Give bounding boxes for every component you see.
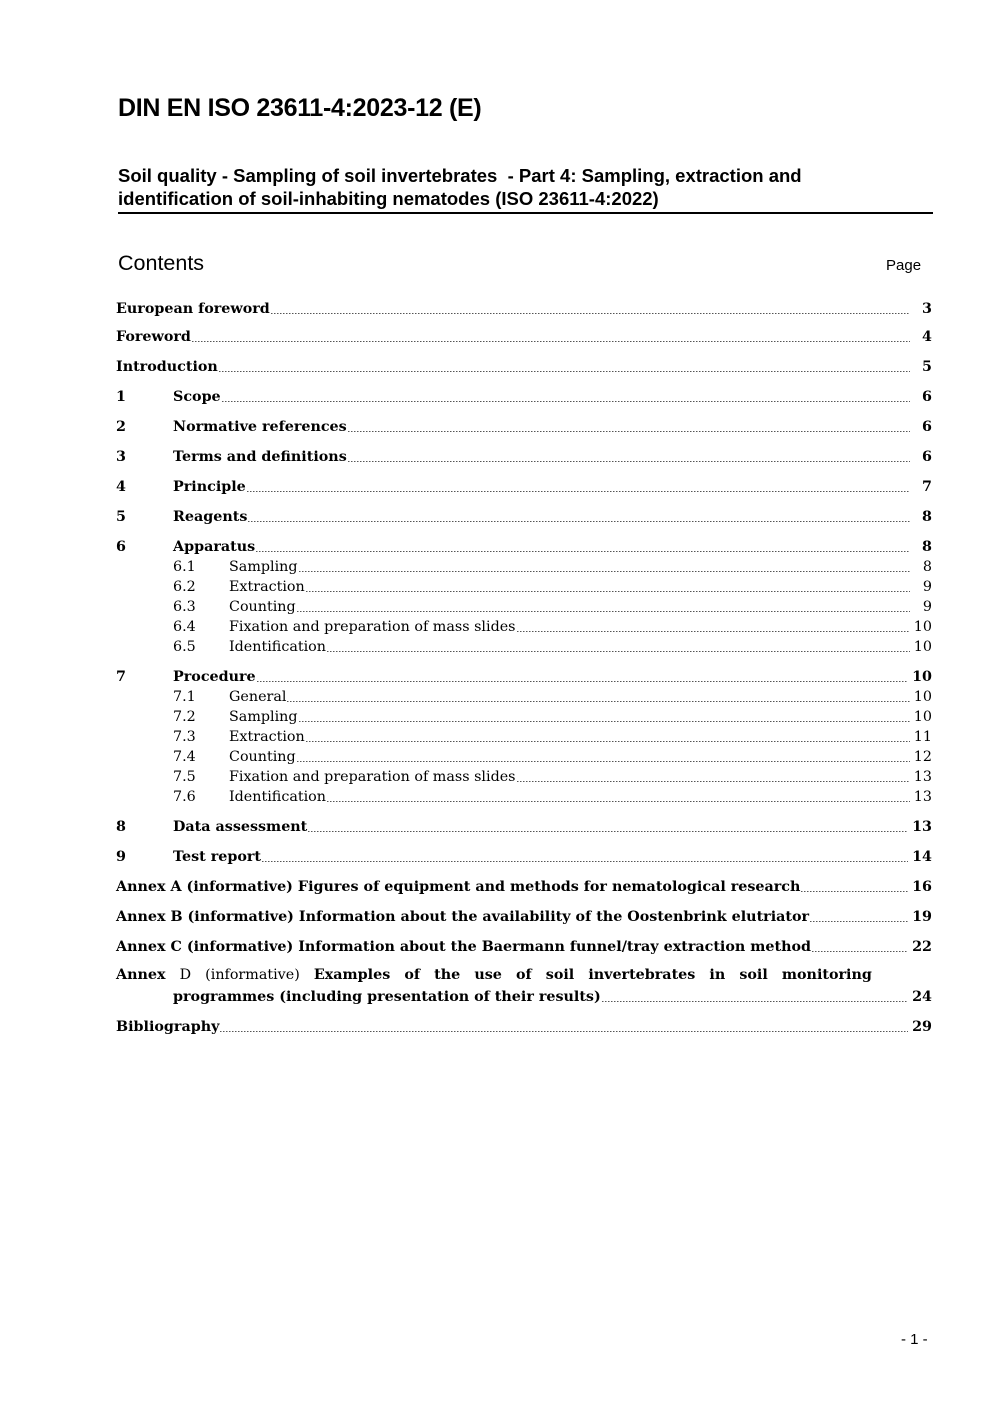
toc-page: 10	[913, 639, 932, 655]
toc-label: Identification	[229, 789, 326, 805]
toc-label: Fixation and preparation of mass slides	[229, 619, 516, 635]
annex-d-word: use	[474, 967, 502, 983]
dot-leader	[517, 631, 910, 632]
toc-label: Apparatus	[173, 539, 256, 555]
dot-leader	[348, 461, 910, 462]
toc-page: 9	[922, 579, 932, 595]
toc-page: 10	[913, 619, 932, 635]
toc-label: Reagents	[173, 509, 248, 525]
toc-entry-6-1[interactable]	[116, 556, 932, 576]
annex-d-word: invertebrates	[588, 967, 696, 983]
toc-entry-6-3[interactable]	[116, 596, 932, 616]
toc-label: Counting	[229, 599, 296, 615]
toc-entry-9[interactable]	[116, 846, 932, 866]
dot-leader	[306, 591, 910, 592]
toc-page: 8	[922, 539, 932, 555]
toc-label: General	[229, 689, 287, 705]
toc-entry-annex-d[interactable]	[116, 966, 932, 1006]
toc-entry-6[interactable]	[116, 536, 932, 556]
toc-entry-7-1[interactable]	[116, 686, 932, 706]
toc-label: Test report	[173, 849, 262, 865]
toc-number: 7.3	[173, 729, 196, 745]
dot-leader	[271, 313, 910, 314]
annex-d-word: (informative)	[205, 967, 300, 983]
toc-page: 19	[912, 909, 932, 925]
annex-d-word: Examples	[313, 967, 391, 983]
toc-entry-foreword[interactable]	[116, 326, 932, 346]
dot-leader	[297, 611, 910, 612]
toc-page: 13	[913, 769, 932, 785]
toc-entry-1[interactable]	[116, 386, 932, 406]
toc-number: 7.6	[173, 789, 196, 805]
annex-d-word: the	[434, 967, 461, 983]
toc-page: 16	[912, 879, 932, 895]
dot-leader	[348, 431, 910, 432]
toc-label: programmes (including presentation of their results)	[173, 989, 601, 1005]
dot-leader	[257, 681, 908, 682]
toc-label: Scope	[173, 389, 221, 405]
toc-entry-7-4[interactable]	[116, 746, 932, 766]
toc-page: 4	[922, 329, 932, 345]
dot-leader	[247, 491, 910, 492]
toc-label: Procedure	[173, 669, 256, 685]
subtitle-line-1: Soil quality - Sampling of soil invertebrates - Part 4: Sampling, extraction and	[118, 165, 802, 186]
toc-number: 6.5	[173, 639, 196, 655]
toc-number: 1	[116, 389, 126, 405]
toc-entry-bibliography[interactable]	[116, 1016, 932, 1036]
toc-label: Sampling	[229, 559, 298, 575]
toc-entry-8[interactable]	[116, 816, 932, 836]
dot-leader	[308, 831, 908, 832]
toc-number: 7.4	[173, 749, 196, 765]
annex-d-word: in	[709, 967, 726, 983]
toc-page: 10	[913, 689, 932, 705]
toc-number: 6.3	[173, 599, 196, 615]
toc-entry-2[interactable]	[116, 416, 932, 436]
document-subtitle	[118, 164, 933, 214]
toc-entry-6-2[interactable]	[116, 576, 932, 596]
toc-entry-7-3[interactable]	[116, 726, 932, 746]
dot-leader	[299, 721, 910, 722]
annex-d-word: soil	[739, 967, 768, 983]
subtitle-line-2: identification of soil-inhabiting nematodes (ISO 23611-4:2022)	[118, 188, 659, 209]
toc-page: 7	[922, 479, 932, 495]
dot-leader	[602, 1001, 908, 1002]
toc-number: 7	[116, 669, 126, 685]
toc-entry-introduction[interactable]	[116, 356, 932, 376]
toc-number: 4	[116, 479, 126, 495]
toc-entry-annex-c[interactable]	[116, 936, 932, 956]
toc-page: 13	[912, 819, 932, 835]
dot-leader	[287, 701, 909, 702]
document-title: DIN EN ISO 23611-4:2023-12 (E)	[118, 94, 482, 122]
dot-leader	[299, 571, 910, 572]
toc-label: Foreword	[116, 329, 191, 345]
dot-leader	[222, 401, 910, 402]
toc-number: 7.5	[173, 769, 196, 785]
toc-entry-annex-a[interactable]	[116, 876, 932, 896]
toc-page: 6	[922, 389, 932, 405]
toc-label: Bibliography	[116, 1019, 220, 1035]
toc-page: 10	[913, 709, 932, 725]
toc-number: 6.1	[173, 559, 196, 575]
dot-leader	[801, 891, 908, 892]
page-column-heading: Page	[886, 257, 922, 274]
toc-page: 22	[912, 939, 932, 955]
dot-leader	[297, 761, 910, 762]
toc-label: European foreword	[116, 301, 270, 317]
toc-entry-european-foreword[interactable]	[116, 298, 932, 318]
toc-number: 9	[116, 849, 126, 865]
toc-label: Extraction	[229, 729, 305, 745]
annex-d-word: Annex	[116, 967, 166, 983]
annex-d-word: D	[179, 967, 192, 983]
toc-number: 7.2	[173, 709, 196, 725]
toc-page: 12	[913, 749, 932, 765]
dot-leader	[262, 861, 908, 862]
annex-d-word: of	[515, 967, 532, 983]
toc-number: 2	[116, 419, 126, 435]
toc-page: 24	[912, 989, 932, 1005]
toc-number: 6	[116, 539, 126, 555]
toc-number: 3	[116, 449, 126, 465]
contents-heading: Contents	[118, 251, 205, 275]
toc-page: 8	[922, 559, 932, 575]
toc-entry-6-5[interactable]	[116, 636, 932, 656]
dot-leader	[219, 371, 910, 372]
dot-leader	[327, 651, 910, 652]
toc-entry-4[interactable]	[116, 476, 932, 496]
dot-leader	[220, 1031, 908, 1032]
toc-page: 10	[912, 669, 932, 685]
toc-number: 6.4	[173, 619, 196, 635]
toc-entry-7-6[interactable]	[116, 786, 932, 806]
toc-page: 6	[922, 419, 932, 435]
dot-leader	[327, 801, 910, 802]
toc-label: Introduction	[116, 359, 218, 375]
toc-label: Identification	[229, 639, 326, 655]
toc-page: 29	[912, 1019, 932, 1035]
toc-page: 5	[922, 359, 932, 375]
toc-entry-annex-b[interactable]	[116, 906, 932, 926]
toc-entry-7[interactable]	[116, 666, 932, 686]
toc-page: 3	[922, 301, 932, 317]
toc-number: 5	[116, 509, 126, 525]
toc-page: 8	[922, 509, 932, 525]
toc-label: Annex B (informative) Information about the availability of the Oostenbrink elutriator	[116, 909, 810, 925]
toc-number: 8	[116, 819, 126, 835]
toc-entry-7-2[interactable]	[116, 706, 932, 726]
annex-d-word: of	[404, 967, 421, 983]
toc-entry-6-4[interactable]	[116, 616, 932, 636]
dot-leader	[192, 341, 910, 342]
toc-number: 7.1	[173, 689, 196, 705]
toc-page: 6	[922, 449, 932, 465]
annex-d-word: monitoring	[781, 967, 872, 983]
toc-label: Normative references	[173, 419, 347, 435]
table-of-contents	[116, 298, 932, 1036]
dot-leader	[306, 741, 910, 742]
toc-label: Extraction	[229, 579, 305, 595]
toc-label: Annex A (informative) Figures of equipment and methods for nematological research	[116, 879, 801, 895]
annex-d-word: soil	[545, 967, 575, 983]
toc-number: 6.2	[173, 579, 196, 595]
toc-label: Fixation and preparation of mass slides	[229, 769, 516, 785]
toc-label: Data assessment	[173, 819, 308, 835]
toc-entry-5[interactable]	[116, 506, 932, 526]
toc-entry-3[interactable]	[116, 446, 932, 466]
dot-leader	[248, 521, 910, 522]
toc-page: 14	[912, 849, 932, 865]
toc-page: 11	[913, 729, 932, 745]
dot-leader	[517, 781, 910, 782]
annex-d-line-2	[116, 986, 932, 1006]
toc-label: Terms and definitions	[173, 449, 347, 465]
dot-leader	[256, 551, 910, 552]
toc-page: 9	[922, 599, 932, 615]
dot-leader	[810, 921, 908, 922]
toc-page: 13	[913, 789, 932, 805]
toc-label: Counting	[229, 749, 296, 765]
annex-d-line-1	[116, 966, 872, 986]
dot-leader	[812, 951, 908, 952]
toc-entry-7-5[interactable]	[116, 766, 932, 786]
toc-label: Sampling	[229, 709, 298, 725]
toc-label: Annex C (informative) Information about the Baermann funnel/tray extraction method	[116, 939, 812, 955]
page-number: - 1 -	[901, 1331, 928, 1348]
toc-label: Principle	[173, 479, 246, 495]
